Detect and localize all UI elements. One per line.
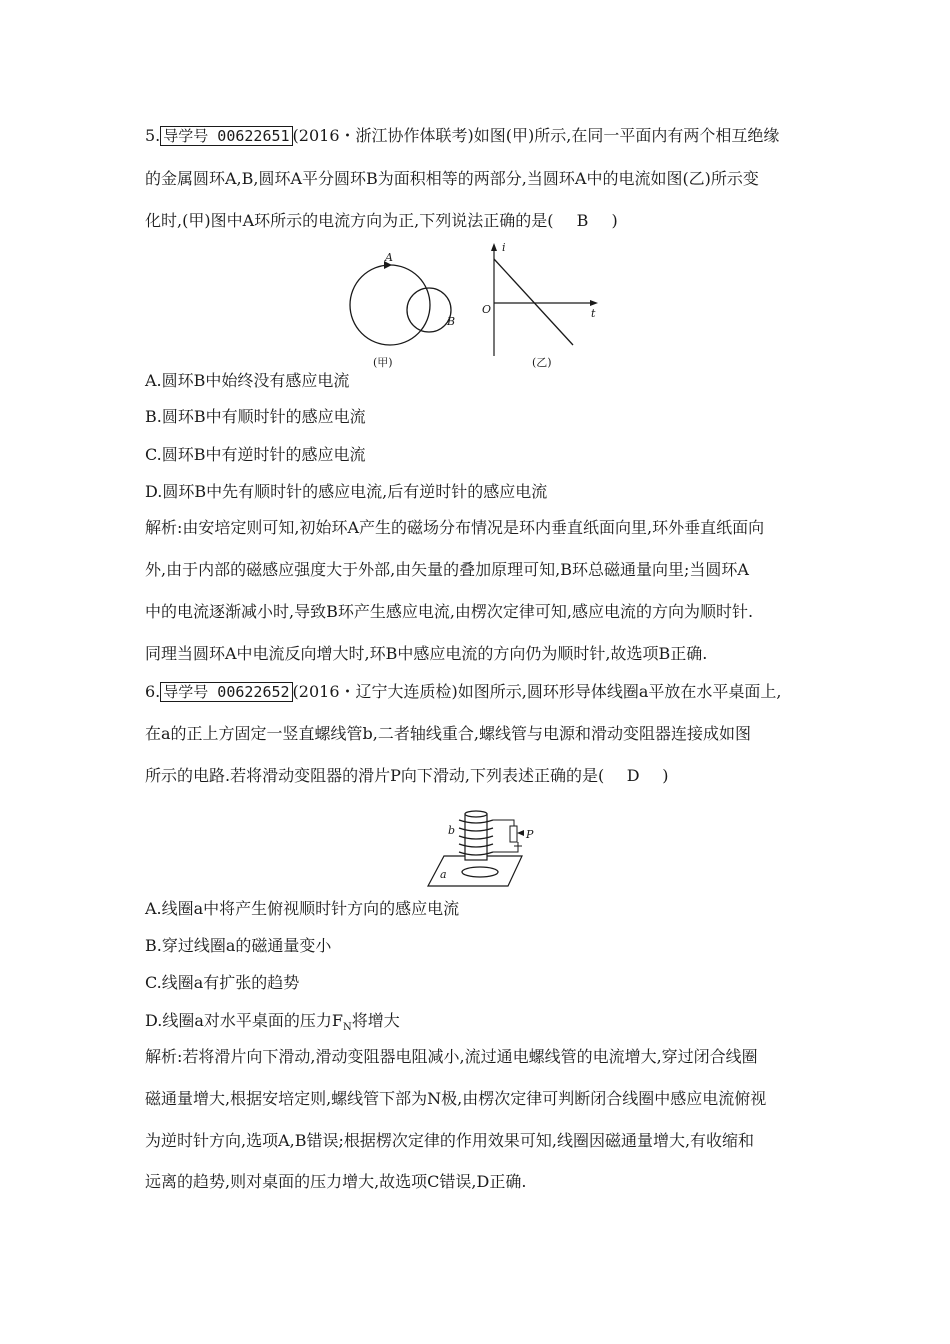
axis-t-label: t [591, 307, 596, 320]
q5-analysis-line-1: 解析:由安培定则可知,初始环A产生的磁场分布情况是环内垂直纸面向里,环外垂直纸面向 [145, 518, 765, 537]
q5-analysis-line-3: 中的电流逐渐减小时,导致B环产生感应电流,由楞次定律可知,感应电流的方向为顺时针. [145, 602, 754, 621]
q5-code-box: 导学号 00622651 [160, 126, 292, 146]
i-axis-arrow-icon [491, 243, 497, 251]
q5-option-d: D.圆环B中先有顺时针的感应电流,后有逆时针的感应电流 [145, 482, 548, 501]
ring-a-label: A [385, 252, 393, 264]
q6-option-a: A.线圈a中将产生俯视顺时针方向的感应电流 [145, 899, 460, 918]
q5-number: 5. [145, 126, 161, 145]
q6-option-d-text: D.线圈a对水平桌面的压力F [145, 1011, 343, 1030]
q5-stem-line-2: 的金属圆环A,B,圆环A平分圆环B为面积相等的两部分,当圆环A中的电流如图(乙)所示变 [145, 169, 759, 188]
solenoid-b [465, 814, 487, 860]
q6-stem-text-1: 如图所示,圆环形导体线圈a平放在水平桌面上, [457, 682, 782, 701]
ring-a [350, 265, 430, 345]
q6-stem-close: ) [662, 766, 669, 785]
q6-option-d-tail: 将增大 [351, 1011, 400, 1030]
label-b: b [448, 824, 456, 837]
q5-stem-line-3 [145, 210, 618, 232]
q6-source: (2016・辽宁大连质检) [292, 682, 458, 701]
circuit-wire-bottom [493, 842, 518, 852]
q6-stem-line-3 [145, 765, 668, 787]
axis-i-label: i [502, 241, 506, 254]
solenoid-top [465, 811, 487, 817]
q5-analysis-line-4: 同理当圆环A中电流反向增大时,环B中感应电流的方向仍为顺时针,故选项B正确. [145, 644, 708, 663]
q5-stem-text-1: 如图(甲)所示,在同一平面内有两个相互绝缘 [473, 126, 780, 145]
q6-code-box: 导学号 00622652 [160, 682, 292, 702]
q5-option-a: A.圆环B中始终没有感应电流 [145, 371, 350, 390]
q6-analysis-line-1: 解析:若将滑片向下滑动,滑动变阻器电阻减小,流过通电螺线管的电流增大,穿过闭合线圈 [145, 1047, 758, 1066]
q6-option-c: C.线圈a有扩张的趋势 [145, 973, 300, 992]
q5-stem-text-3: 化时,(甲)图中A环所示的电流方向为正,下列说法正确的是( [145, 211, 554, 230]
q6-option-d [145, 1010, 400, 1039]
q5-option-b: B.圆环B中有顺时针的感应电流 [145, 407, 366, 426]
q5-figure-yi [478, 240, 603, 372]
circuit-wire-top [493, 820, 514, 826]
q6-option-d-sub: N [343, 1022, 352, 1034]
q6-number: 6. [145, 682, 161, 701]
q5-analysis-line-2: 外,由于内部的磁感应强度大于外部,由矢量的叠加原理可知,B环总磁通量向里;当圆环A [145, 560, 749, 579]
label-a: a [440, 868, 447, 881]
q6-stem-line-1 [145, 681, 781, 703]
q6-stem-line-2: 在a的正上方固定一竖直螺线管b,二者轴线重合,螺线管与电源和滑动变阻器连接成如图 [145, 724, 751, 743]
q6-figure [418, 806, 538, 890]
fig-yi-caption: (乙) [532, 356, 552, 369]
current-line [494, 259, 573, 345]
rheostat [510, 826, 517, 842]
label-p: P [526, 828, 534, 841]
q5-figure-jia [340, 252, 470, 372]
t-axis-arrow-icon [590, 300, 598, 306]
q6-stem-text-3: 所示的电路.若将滑动变阻器的滑片P向下滑动,下列表述正确的是( [145, 766, 605, 785]
q5-stem-close: ) [611, 211, 618, 230]
ring-b-label: B [447, 315, 456, 328]
q6-analysis-line-4: 远离的趋势,则对桌面的压力增大,故选项C错误,D正确. [145, 1172, 527, 1191]
q5-source: (2016・浙江协作体联考) [292, 126, 474, 145]
fig-jia-caption: (甲) [373, 356, 393, 369]
q6-option-b: B.穿过线圈a的磁通量变小 [145, 936, 332, 955]
q6-analysis-line-3: 为逆时针方向,选项A,B错误;根据楞次定律的作用效果可知,线圈因磁通量增大,有收缩和 [145, 1131, 755, 1150]
origin-label: O [482, 303, 492, 316]
slider-p-arrow-icon [517, 830, 524, 836]
q5-option-c: C.圆环B中有逆时针的感应电流 [145, 445, 366, 464]
q6-analysis-line-2: 磁通量增大,根据安培定则,螺线管下部为N极,由楞次定律可判断闭合线圈中感应电流俯视 [145, 1089, 767, 1108]
q6-answer: D [626, 766, 640, 785]
q5-answer: B [576, 211, 589, 230]
q5-stem-line-1 [145, 125, 779, 147]
